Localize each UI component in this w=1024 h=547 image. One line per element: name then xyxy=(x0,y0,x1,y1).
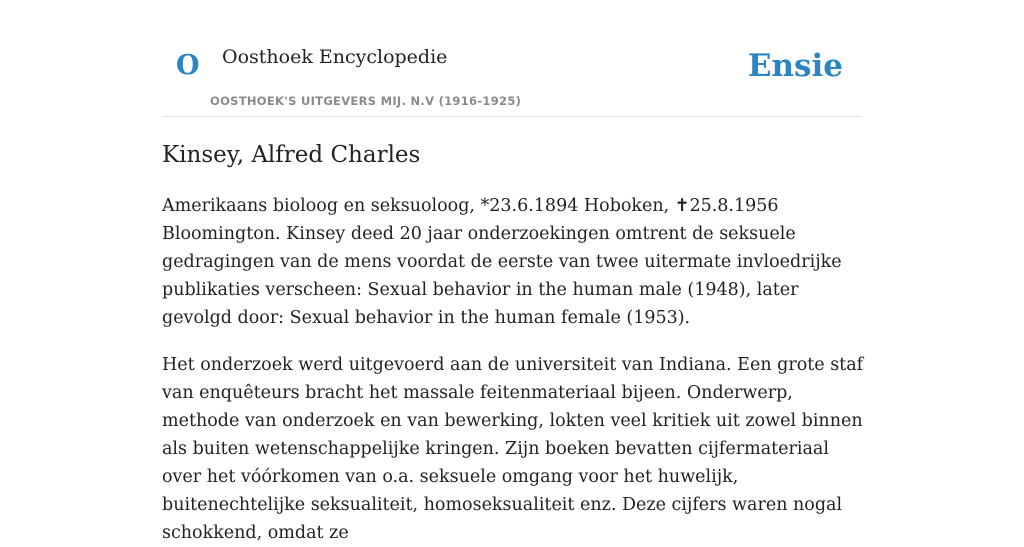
article-paragraph: Amerikaans bioloog en seksuoloog, *23.6.1894 Hoboken, ✝25.8.1956 Bloomington. Kinsey deed 20 jaar onderzoekingen omtrent de seksuele gedragingen van de mens voordat de eerste van twee uitermate invloedrijke publikaties verscheen: Sexual behavior in the human male (1948), later gevolgd door: Sexual behavior in the human female (1953). xyxy=(162,196,842,328)
logo-icon[interactable]: O xyxy=(176,50,200,81)
article-title: Kinsey, Alfred Charles xyxy=(162,142,421,168)
site-header xyxy=(162,0,862,117)
site-title-link[interactable]: Oosthoek Encyclopedie xyxy=(222,46,448,68)
publisher-subtitle: OOSTHOEK'S UITGEVERS MIJ. N.V (1916-1925) xyxy=(210,94,522,108)
article-paragraph: Het onderzoek werd uitgevoerd aan de universiteit van Indiana. Een grote staf van enquêteurs bracht het massale feitenmateriaal bijeen. Onderwerp, methode van onderzoek en van bewerking, lokten veel kritiek uit zowel binnen als buiten wetenschappelijke kringen. Zijn boeken bevatten cijfermateriaal over het vóórkomen van o.a. seksuele omgang voor het huwelijk, buitenechtelijke seksualiteit, homoseksualiteit enz. Deze cijfers waren nogal schokkend, omdat ze xyxy=(162,355,864,543)
ensie-brand-link[interactable]: Ensie xyxy=(747,48,843,84)
article xyxy=(162,140,864,547)
